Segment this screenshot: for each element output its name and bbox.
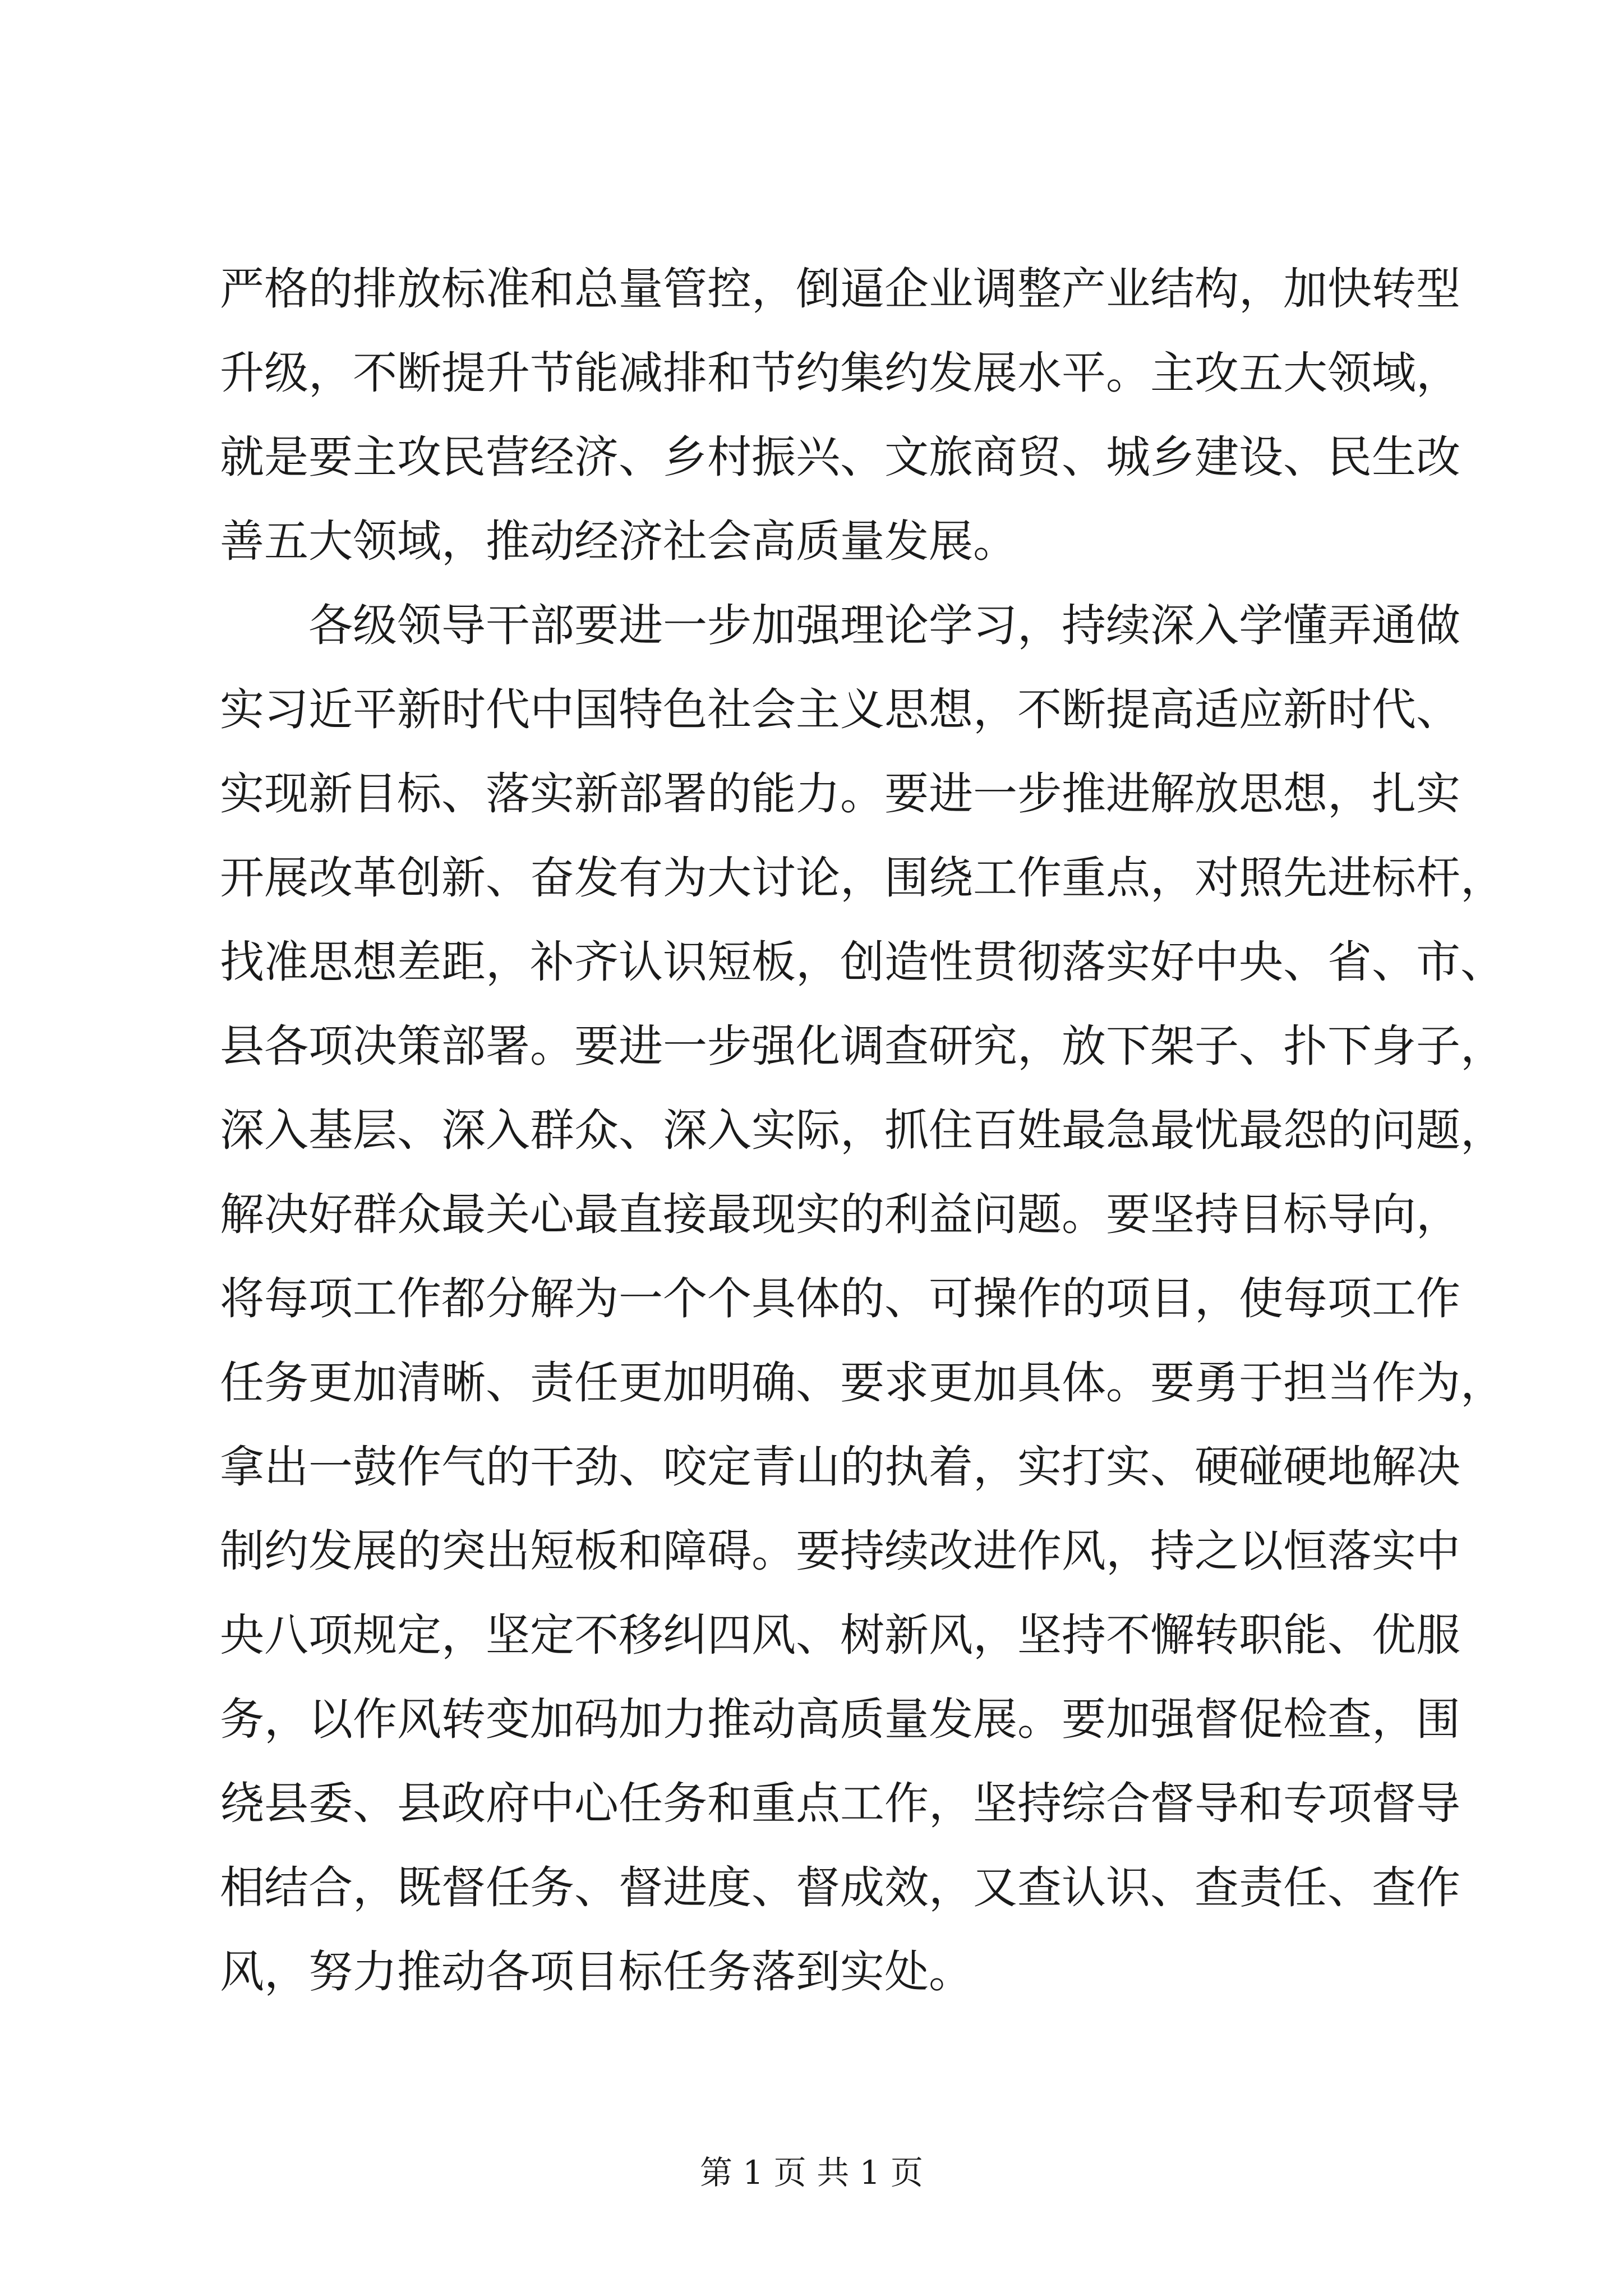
paragraph-1-line-3: 就是要主攻民营经济、乡村振兴、文旅商贸、城乡建设、民生改 [220,431,1460,483]
paragraph-2-line-9: 将每项工作都分解为一个个具体的、可操作的项目，使每项工作 [220,1273,1460,1324]
paragraph-2-line-14: 务，以作风转变加码加力推动高质量发展。要加强督促检查，围 [220,1694,1460,1745]
paragraph-2-line-15: 绕县委、县政府中心任务和重点工作，坚持综合督导和专项督导 [220,1778,1460,1829]
paragraph-2-line-11: 拿出一鼓作气的干劲、咬定青山的执着，实打实、硬碰硬地解决 [220,1441,1460,1493]
paragraph-2-line-13: 央八项规定，坚定不移纠四风、树新风，坚持不懈转职能、优服 [220,1609,1460,1661]
page-number: 第 1 页 共 1 页 [700,2154,923,2192]
paragraph-2-line-7: 深入基层、深入群众、深入实际，抓住百姓最急最忧最怨的问题， [220,1105,1505,1156]
paragraph-2-line-2: 实习近平新时代中国特色社会主义思想，不断提高适应新时代、 [220,684,1460,735]
paragraph-2-line-16: 相结合，既督任务、督进度、督成效，又查认识、查责任、查作 [220,1862,1460,1913]
paragraph-2-line-12: 制约发展的突出短板和障碍。要持续改进作风，持之以恒落实中 [220,1525,1460,1577]
paragraph-1-line-2: 升级，不断提升节能减排和节约集约发展水平。主攻五大领域， [220,347,1460,399]
paragraph-2-line-1: 各级领导干部要进一步加强理论学习，持续深入学懂弄通做 [308,600,1460,651]
paragraph-2-line-3: 实现新目标、落实新部署的能力。要进一步推进解放思想，扎实 [220,768,1460,820]
paragraph-2-line-10: 任务更加清晰、责任更加明确、要求更加具体。要勇于担当作为， [220,1357,1505,1409]
paragraph-2-line-5: 找准思想差距，补齐认识短板，创造性贯彻落实好中央、省、市、 [220,936,1505,988]
page-footer [0,2153,1623,2192]
paragraph-2-line-6: 县各项决策部署。要进一步强化调查研究，放下架子、扑下身子， [220,1020,1505,1072]
paragraph-2-line-4: 开展改革创新、奋发有为大讨论，围绕工作重点，对照先进标杆， [220,852,1505,904]
paragraph-1-line-1: 严格的排放标准和总量管控，倒逼企业调整产业结构，加快转型 [220,263,1460,315]
paragraph-2-line-17: 风，努力推动各项目标任务落到实处。 [220,1946,973,1998]
paragraph-1-line-4: 善五大领域，推动经济社会高质量发展。 [220,516,1017,567]
document-body [220,247,1505,2014]
paragraph-2-line-8: 解决好群众最关心最直接最现实的利益问题。要坚持目标导向， [220,1189,1460,1240]
